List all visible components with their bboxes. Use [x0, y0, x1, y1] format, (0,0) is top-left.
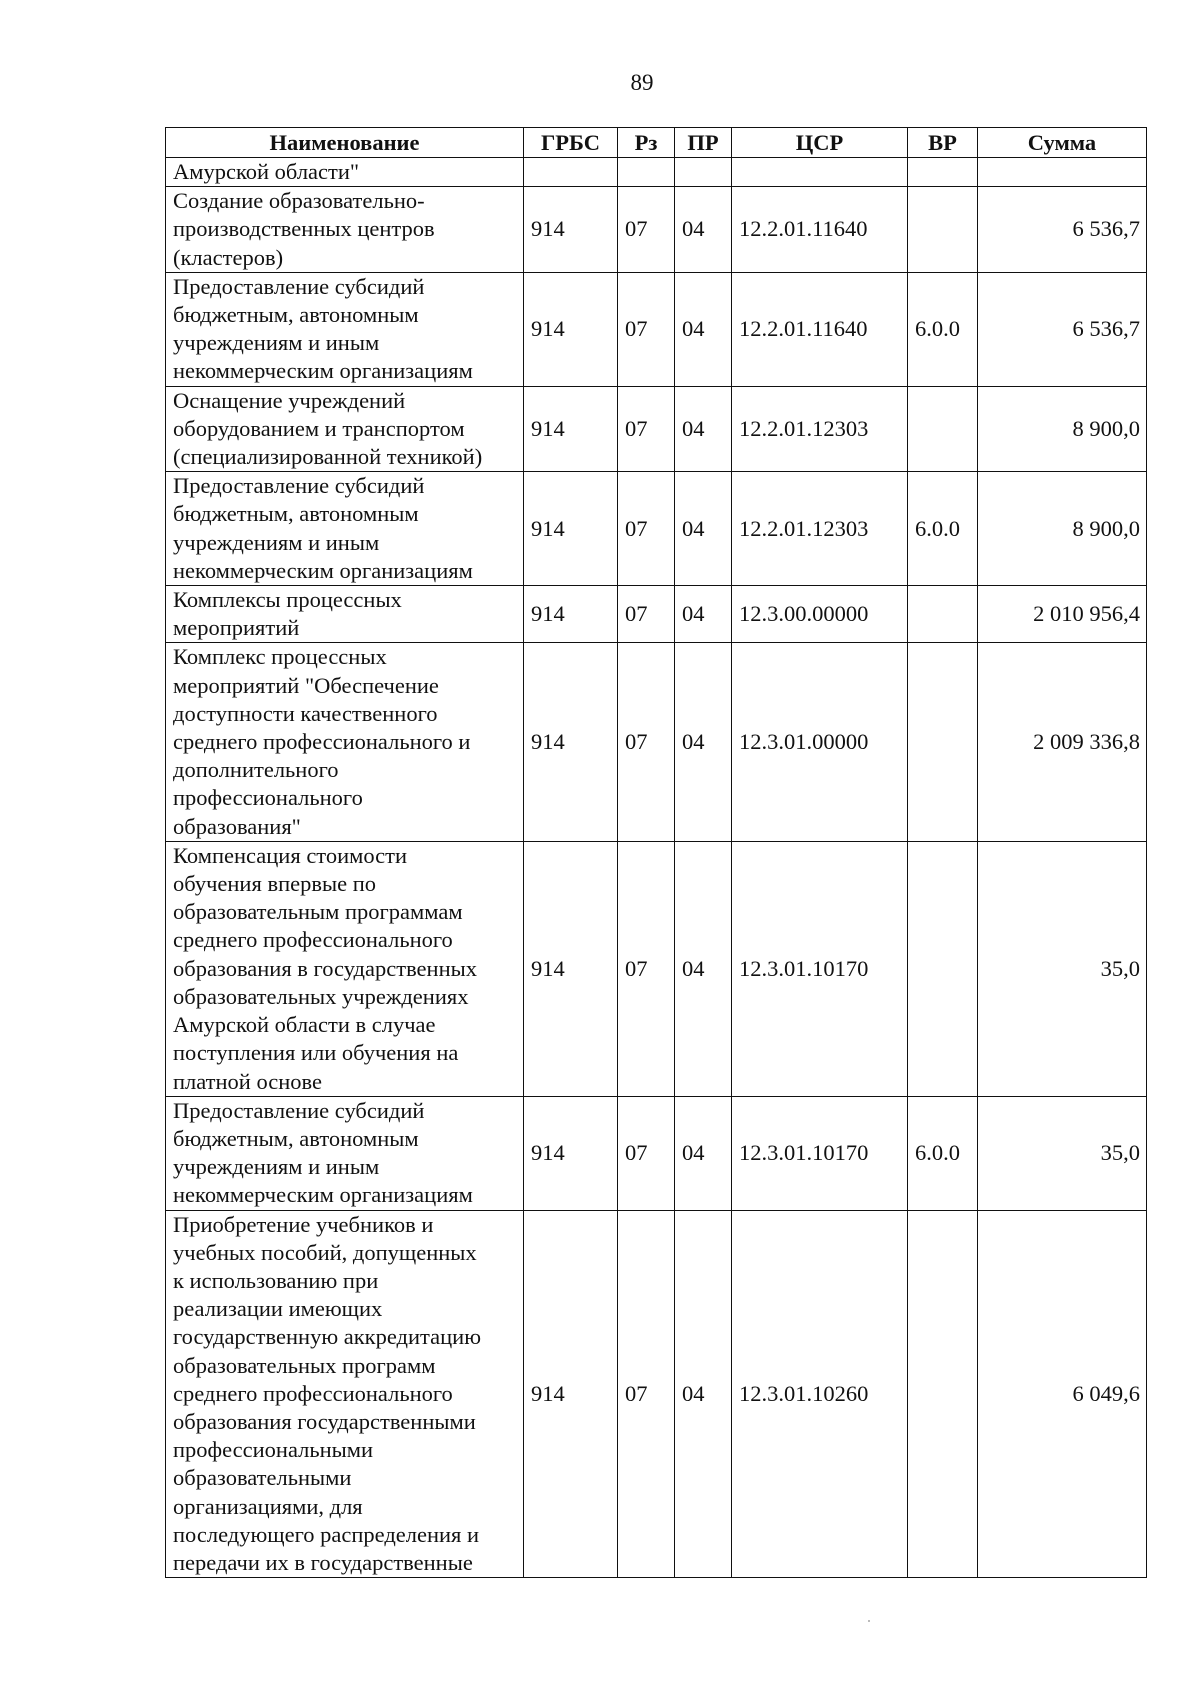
header-sum: Сумма: [978, 128, 1147, 158]
cell-grbs: 914: [524, 586, 618, 643]
cell-sum: 2 010 956,4: [978, 586, 1147, 643]
cell-pr: 04: [675, 386, 732, 472]
cell-rz: 07: [618, 472, 675, 586]
header-csr: ЦСР: [732, 128, 908, 158]
cell-csr: 12.3.01.00000: [732, 643, 908, 841]
cell-grbs: [524, 158, 618, 187]
table-row: [166, 586, 1147, 643]
cell-sum: 35,0: [978, 841, 1147, 1096]
cell-pr: 04: [675, 841, 732, 1096]
cell-csr: 12.2.01.12303: [732, 386, 908, 472]
cell-pr: 04: [675, 272, 732, 386]
cell-csr: 12.3.01.10170: [732, 1096, 908, 1210]
cell-vr: [908, 386, 978, 472]
cell-rz: 07: [618, 386, 675, 472]
cell-pr: 04: [675, 1096, 732, 1210]
cell-csr: 12.2.01.11640: [732, 272, 908, 386]
table-row: [166, 386, 1147, 472]
cell-name: Создание образовательно- производственных центров (кластеров): [166, 187, 524, 273]
cell-vr: [908, 158, 978, 187]
cell-csr: 12.2.01.11640: [732, 187, 908, 273]
cell-csr: 12.3.01.10170: [732, 841, 908, 1096]
header-vr: ВР: [908, 128, 978, 158]
cell-vr: 6.0.0: [908, 272, 978, 386]
header-rz: Рз: [618, 128, 675, 158]
cell-sum: 2 009 336,8: [978, 643, 1147, 841]
cell-vr: [908, 187, 978, 273]
cell-pr: 04: [675, 586, 732, 643]
cell-grbs: 914: [524, 386, 618, 472]
cell-sum: 6 049,6: [978, 1210, 1147, 1578]
page-number: 89: [630, 70, 654, 95]
cell-sum: 8 900,0: [978, 472, 1147, 586]
cell-grbs: 914: [524, 1210, 618, 1578]
cell-rz: 07: [618, 643, 675, 841]
cell-name: Предоставление субсидий бюджетным, автономным учреждениям и иным некоммерческим организациям: [166, 472, 524, 586]
cell-rz: [618, 158, 675, 187]
table-row: [166, 841, 1147, 1096]
cell-grbs: 914: [524, 187, 618, 273]
scan-speck: [868, 1620, 870, 1622]
table-row: [166, 1096, 1147, 1210]
cell-name: Предоставление субсидий бюджетным, автономным учреждениям и иным некоммерческим организациям: [166, 272, 524, 386]
cell-name: Амурской области": [166, 158, 524, 187]
cell-vr: [908, 841, 978, 1096]
cell-grbs: 914: [524, 643, 618, 841]
cell-grbs: 914: [524, 472, 618, 586]
table-header-row: [166, 128, 1147, 158]
table-row: [166, 643, 1147, 841]
cell-name: Оснащение учреждений оборудованием и транспортом (специализированной техникой): [166, 386, 524, 472]
cell-csr: 12.3.00.00000: [732, 586, 908, 643]
cell-grbs: 914: [524, 841, 618, 1096]
table-row: [166, 158, 1147, 187]
cell-rz: 07: [618, 187, 675, 273]
cell-rz: 07: [618, 272, 675, 386]
cell-name: Приобретение учебников и учебных пособий, допущенных к использованию при реализации имеющих государственную аккредитацию образовательных программ среднего профессионального образования государственными профессиональными образовательными организациями, для последующего распределения и передачи их в государственные: [166, 1210, 524, 1578]
cell-csr: [732, 158, 908, 187]
header-name: Наименование: [166, 128, 524, 158]
cell-name: Компенсация стоимости обучения впервые по образовательным программам среднего профессионального образования в государственных образовательных учреждениях Амурской области в случае поступления или обучения на платной основе: [166, 841, 524, 1096]
cell-grbs: 914: [524, 272, 618, 386]
table-row: [166, 187, 1147, 273]
table-row: [166, 1210, 1147, 1578]
cell-sum: [978, 158, 1147, 187]
cell-vr: [908, 586, 978, 643]
table-row: [166, 272, 1147, 386]
cell-sum: 8 900,0: [978, 386, 1147, 472]
header-pr: ПР: [675, 128, 732, 158]
cell-pr: 04: [675, 1210, 732, 1578]
cell-pr: [675, 158, 732, 187]
table-row: [166, 472, 1147, 586]
cell-pr: 04: [675, 472, 732, 586]
cell-sum: 6 536,7: [978, 272, 1147, 386]
cell-vr: [908, 643, 978, 841]
cell-csr: 12.2.01.12303: [732, 472, 908, 586]
cell-pr: 04: [675, 643, 732, 841]
cell-name: Предоставление субсидий бюджетным, автономным учреждениям и иным некоммерческим организациям: [166, 1096, 524, 1210]
cell-name: Комплекс процессных мероприятий "Обеспечение доступности качественного среднего профессионального и дополнительного профессионального образования": [166, 643, 524, 841]
cell-grbs: 914: [524, 1096, 618, 1210]
cell-name: Комплексы процессных мероприятий: [166, 586, 524, 643]
cell-csr: 12.3.01.10260: [732, 1210, 908, 1578]
cell-vr: 6.0.0: [908, 472, 978, 586]
cell-rz: 07: [618, 586, 675, 643]
cell-sum: 35,0: [978, 1096, 1147, 1210]
cell-rz: 07: [618, 1096, 675, 1210]
cell-rz: 07: [618, 1210, 675, 1578]
cell-vr: [908, 1210, 978, 1578]
cell-rz: 07: [618, 841, 675, 1096]
cell-vr: 6.0.0: [908, 1096, 978, 1210]
budget-table: [165, 127, 1147, 1578]
header-grbs: ГРБС: [524, 128, 618, 158]
cell-pr: 04: [675, 187, 732, 273]
cell-sum: 6 536,7: [978, 187, 1147, 273]
